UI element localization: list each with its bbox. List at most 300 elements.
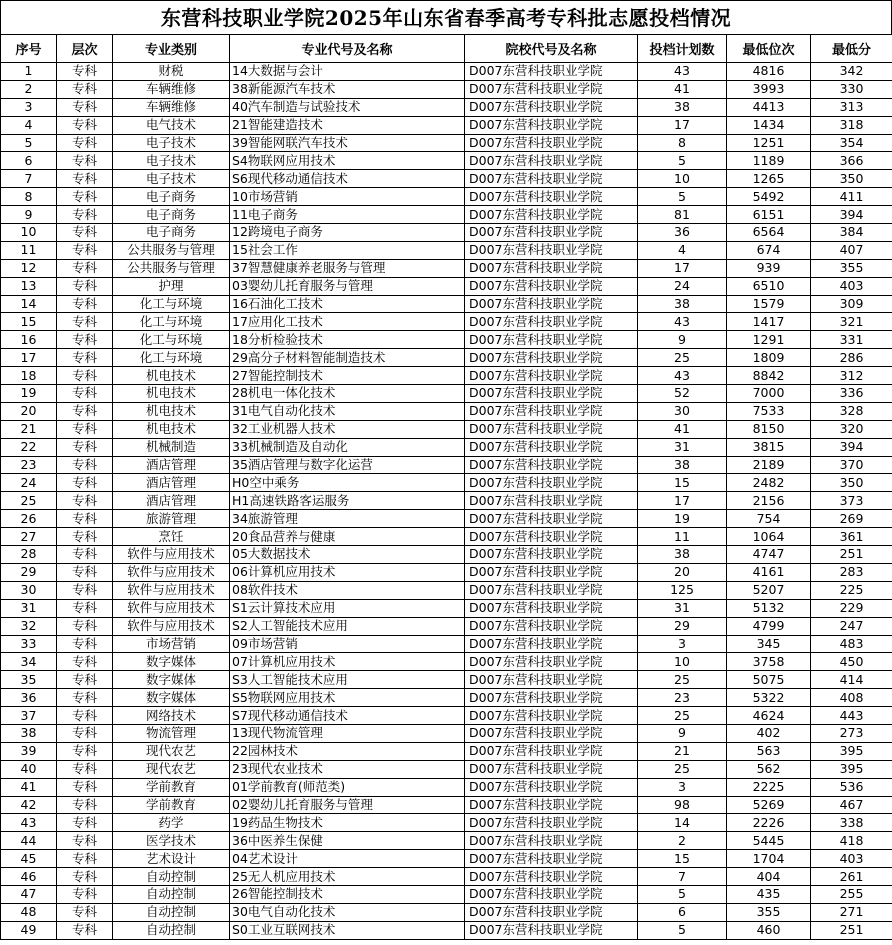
cell-category: 艺术设计 [113,850,230,868]
cell-school: D007东营科技职业学院 [465,510,638,528]
cell-level: 专科 [57,241,113,259]
cell-category: 数字媒体 [113,689,230,707]
cell-plan: 9 [638,331,727,349]
table-row [1,921,892,939]
cell-index: 7 [1,170,57,188]
cell-min-rank: 355 [727,903,811,921]
cell-plan: 3 [638,778,727,796]
cell-index: 4 [1,116,57,134]
cell-min-score: 370 [811,456,892,474]
table-row [1,277,892,295]
cell-min-rank: 939 [727,259,811,277]
cell-plan: 41 [638,80,727,98]
cell-min-score: 251 [811,546,892,564]
cell-min-score: 411 [811,188,892,206]
cell-category: 机电技术 [113,420,230,438]
cell-level: 专科 [57,528,113,546]
cell-min-score: 394 [811,438,892,456]
cell-min-rank: 5269 [727,796,811,814]
cell-school: D007东营科技职业学院 [465,921,638,939]
cell-plan: 20 [638,563,727,581]
cell-school: D007东营科技职业学院 [465,885,638,903]
cell-plan: 5 [638,921,727,939]
cell-level: 专科 [57,581,113,599]
cell-min-score: 403 [811,850,892,868]
cell-index: 22 [1,438,57,456]
cell-index: 24 [1,474,57,492]
cell-min-rank: 1189 [727,152,811,170]
column-header: 序号 [1,35,57,63]
cell-level: 专科 [57,653,113,671]
cell-min-rank: 1291 [727,331,811,349]
column-header: 专业类别 [113,35,230,63]
cell-category: 现代农艺 [113,760,230,778]
cell-min-rank: 4799 [727,617,811,635]
table-row [1,349,892,367]
cell-min-rank: 7533 [727,402,811,420]
cell-major: 02婴幼儿托育服务与管理 [230,796,465,814]
cell-level: 专科 [57,724,113,742]
cell-plan: 43 [638,313,727,331]
cell-major: 14大数据与会计 [230,63,465,81]
cell-level: 专科 [57,778,113,796]
cell-plan: 25 [638,349,727,367]
cell-major: 19药品生物技术 [230,814,465,832]
cell-plan: 5 [638,188,727,206]
cell-min-rank: 1704 [727,850,811,868]
cell-level: 专科 [57,903,113,921]
cell-min-score: 395 [811,742,892,760]
cell-major: 40汽车制造与试验技术 [230,98,465,116]
cell-major: 25无人机应用技术 [230,868,465,886]
cell-major: S0工业互联网技术 [230,921,465,939]
cell-min-score: 418 [811,832,892,850]
cell-school: D007东营科技职业学院 [465,170,638,188]
cell-index: 32 [1,617,57,635]
cell-school: D007东营科技职业学院 [465,492,638,510]
table-row [1,635,892,653]
header-row [1,35,892,63]
cell-min-rank: 1434 [727,116,811,134]
table-row [1,438,892,456]
table-row [1,402,892,420]
cell-plan: 17 [638,259,727,277]
cell-major: 34旅游管理 [230,510,465,528]
table-row [1,188,892,206]
cell-index: 19 [1,385,57,403]
cell-category: 电子商务 [113,188,230,206]
table-row [1,63,892,81]
cell-plan: 43 [638,367,727,385]
cell-plan: 14 [638,814,727,832]
cell-plan: 25 [638,707,727,725]
cell-category: 自动控制 [113,885,230,903]
cell-index: 44 [1,832,57,850]
cell-index: 47 [1,885,57,903]
cell-level: 专科 [57,224,113,242]
cell-major: 16石油化工技术 [230,295,465,313]
cell-index: 37 [1,707,57,725]
cell-plan: 11 [638,528,727,546]
cell-category: 软件与应用技术 [113,563,230,581]
cell-major: S3人工智能技术应用 [230,671,465,689]
cell-school: D007东营科技职业学院 [465,850,638,868]
table-row [1,331,892,349]
cell-index: 26 [1,510,57,528]
cell-level: 专科 [57,546,113,564]
cell-min-rank: 8150 [727,420,811,438]
cell-min-rank: 4816 [727,63,811,81]
cell-level: 专科 [57,742,113,760]
cell-index: 27 [1,528,57,546]
cell-major: 26智能控制技术 [230,885,465,903]
cell-index: 14 [1,295,57,313]
cell-major: 27智能控制技术 [230,367,465,385]
cell-category: 化工与环境 [113,295,230,313]
cell-major: 31电气自动化技术 [230,402,465,420]
cell-min-rank: 1579 [727,295,811,313]
cell-school: D007东营科技职业学院 [465,116,638,134]
table-row [1,689,892,707]
cell-index: 35 [1,671,57,689]
cell-plan: 17 [638,116,727,134]
cell-category: 软件与应用技术 [113,617,230,635]
cell-school: D007东营科技职业学院 [465,581,638,599]
cell-index: 11 [1,241,57,259]
table-row [1,724,892,742]
cell-school: D007东营科技职业学院 [465,206,638,224]
cell-min-rank: 4624 [727,707,811,725]
cell-min-score: 331 [811,331,892,349]
cell-school: D007东营科技职业学院 [465,724,638,742]
cell-category: 化工与环境 [113,313,230,331]
cell-min-score: 395 [811,760,892,778]
cell-plan: 10 [638,653,727,671]
cell-plan: 25 [638,671,727,689]
cell-plan: 41 [638,420,727,438]
cell-min-score: 312 [811,367,892,385]
cell-school: D007东营科技职业学院 [465,349,638,367]
cell-major: 21智能建造技术 [230,116,465,134]
cell-index: 43 [1,814,57,832]
cell-school: D007东营科技职业学院 [465,814,638,832]
cell-school: D007东营科技职业学院 [465,331,638,349]
cell-plan: 9 [638,724,727,742]
table-row [1,98,892,116]
table-row [1,760,892,778]
cell-min-score: 467 [811,796,892,814]
table-row [1,224,892,242]
cell-index: 5 [1,134,57,152]
cell-index: 1 [1,63,57,81]
cell-major: 11电子商务 [230,206,465,224]
cell-level: 专科 [57,814,113,832]
cell-index: 41 [1,778,57,796]
table-row [1,492,892,510]
cell-min-rank: 6510 [727,277,811,295]
cell-plan: 7 [638,868,727,886]
cell-major: 32工业机器人技术 [230,420,465,438]
page-title: 东营科技职业学院2025年山东省春季高考专科批志愿投档情况 [0,0,892,34]
cell-min-rank: 2226 [727,814,811,832]
cell-major: 17应用化工技术 [230,313,465,331]
cell-major: S1云计算技术应用 [230,599,465,617]
cell-plan: 38 [638,456,727,474]
cell-level: 专科 [57,277,113,295]
cell-level: 专科 [57,850,113,868]
cell-min-rank: 562 [727,760,811,778]
cell-min-score: 366 [811,152,892,170]
cell-level: 专科 [57,80,113,98]
cell-level: 专科 [57,206,113,224]
cell-major: 06计算机应用技术 [230,563,465,581]
cell-category: 学前教育 [113,778,230,796]
cell-index: 39 [1,742,57,760]
cell-school: D007东营科技职业学院 [465,241,638,259]
cell-school: D007东营科技职业学院 [465,635,638,653]
cell-min-score: 309 [811,295,892,313]
cell-min-rank: 3758 [727,653,811,671]
table-row [1,599,892,617]
cell-category: 电子商务 [113,224,230,242]
cell-min-rank: 6151 [727,206,811,224]
table-row [1,295,892,313]
cell-min-score: 338 [811,814,892,832]
cell-min-score: 271 [811,903,892,921]
cell-level: 专科 [57,563,113,581]
cell-plan: 31 [638,599,727,617]
cell-category: 物流管理 [113,724,230,742]
table-row [1,617,892,635]
cell-min-rank: 435 [727,885,811,903]
cell-index: 8 [1,188,57,206]
cell-min-rank: 674 [727,241,811,259]
table-row [1,671,892,689]
cell-category: 软件与应用技术 [113,581,230,599]
cell-category: 电气技术 [113,116,230,134]
table-row [1,546,892,564]
cell-min-score: 318 [811,116,892,134]
cell-min-score: 286 [811,349,892,367]
table-row [1,456,892,474]
cell-school: D007东营科技职业学院 [465,903,638,921]
cell-min-rank: 5207 [727,581,811,599]
cell-school: D007东营科技职业学院 [465,259,638,277]
cell-min-rank: 8842 [727,367,811,385]
cell-level: 专科 [57,689,113,707]
column-header: 专业代号及名称 [230,35,465,63]
cell-level: 专科 [57,116,113,134]
table-row [1,116,892,134]
cell-level: 专科 [57,796,113,814]
cell-major: 38新能源汽车技术 [230,80,465,98]
table-row [1,868,892,886]
cell-category: 酒店管理 [113,474,230,492]
cell-level: 专科 [57,295,113,313]
cell-school: D007东营科技职业学院 [465,868,638,886]
cell-min-score: 273 [811,724,892,742]
cell-school: D007东营科技职业学院 [465,456,638,474]
cell-plan: 81 [638,206,727,224]
cell-index: 34 [1,653,57,671]
cell-min-score: 251 [811,921,892,939]
cell-level: 专科 [57,599,113,617]
cell-level: 专科 [57,635,113,653]
cell-plan: 38 [638,98,727,116]
admission-table [0,34,892,940]
cell-school: D007东营科技职业学院 [465,277,638,295]
column-header: 投档计划数 [638,35,727,63]
cell-category: 财税 [113,63,230,81]
cell-min-score: 536 [811,778,892,796]
cell-plan: 2 [638,832,727,850]
table-row [1,313,892,331]
cell-category: 网络技术 [113,707,230,725]
cell-plan: 10 [638,170,727,188]
table-row [1,563,892,581]
table-row [1,796,892,814]
cell-category: 车辆维修 [113,80,230,98]
table-row [1,778,892,796]
cell-plan: 24 [638,277,727,295]
cell-category: 机电技术 [113,402,230,420]
cell-major: 01学前教育(师范类) [230,778,465,796]
cell-level: 专科 [57,474,113,492]
cell-min-score: 350 [811,474,892,492]
cell-major: 10市场营销 [230,188,465,206]
cell-index: 38 [1,724,57,742]
cell-level: 专科 [57,868,113,886]
cell-index: 16 [1,331,57,349]
cell-min-score: 283 [811,563,892,581]
cell-category: 学前教育 [113,796,230,814]
cell-min-rank: 5075 [727,671,811,689]
cell-min-score: 229 [811,599,892,617]
cell-min-score: 354 [811,134,892,152]
cell-index: 25 [1,492,57,510]
cell-index: 2 [1,80,57,98]
cell-school: D007东营科技职业学院 [465,671,638,689]
cell-plan: 36 [638,224,727,242]
cell-min-score: 330 [811,80,892,98]
cell-min-rank: 4161 [727,563,811,581]
cell-category: 电子技术 [113,152,230,170]
cell-level: 专科 [57,170,113,188]
cell-level: 专科 [57,885,113,903]
cell-school: D007东营科技职业学院 [465,98,638,116]
cell-level: 专科 [57,617,113,635]
cell-index: 9 [1,206,57,224]
cell-plan: 21 [638,742,727,760]
cell-school: D007东营科技职业学院 [465,707,638,725]
cell-category: 软件与应用技术 [113,546,230,564]
cell-plan: 5 [638,152,727,170]
cell-plan: 3 [638,635,727,653]
cell-index: 28 [1,546,57,564]
cell-level: 专科 [57,707,113,725]
cell-school: D007东营科技职业学院 [465,385,638,403]
cell-index: 17 [1,349,57,367]
cell-min-score: 414 [811,671,892,689]
cell-index: 31 [1,599,57,617]
cell-index: 45 [1,850,57,868]
table-row [1,474,892,492]
cell-min-score: 361 [811,528,892,546]
cell-level: 专科 [57,492,113,510]
cell-min-score: 247 [811,617,892,635]
table-row [1,385,892,403]
column-header: 层次 [57,35,113,63]
cell-school: D007东营科技职业学院 [465,689,638,707]
cell-min-score: 328 [811,402,892,420]
cell-min-score: 336 [811,385,892,403]
cell-major: 37智慧健康养老服务与管理 [230,259,465,277]
cell-category: 软件与应用技术 [113,599,230,617]
cell-school: D007东营科技职业学院 [465,796,638,814]
cell-level: 专科 [57,921,113,939]
cell-major: 05大数据技术 [230,546,465,564]
cell-major: 08软件技术 [230,581,465,599]
cell-major: 35酒店管理与数字化运营 [230,456,465,474]
cell-index: 23 [1,456,57,474]
cell-level: 专科 [57,438,113,456]
cell-category: 烹饪 [113,528,230,546]
table-row [1,707,892,725]
cell-plan: 38 [638,295,727,313]
cell-school: D007东营科技职业学院 [465,188,638,206]
cell-major: 23现代农业技术 [230,760,465,778]
cell-min-rank: 460 [727,921,811,939]
cell-min-score: 384 [811,224,892,242]
cell-level: 专科 [57,456,113,474]
cell-level: 专科 [57,98,113,116]
column-header: 最低分 [811,35,892,63]
table-row [1,814,892,832]
table-row [1,850,892,868]
cell-min-score: 342 [811,63,892,81]
cell-index: 42 [1,796,57,814]
table-row [1,581,892,599]
column-header: 最低位次 [727,35,811,63]
cell-plan: 6 [638,903,727,921]
cell-category: 市场营销 [113,635,230,653]
cell-min-rank: 1265 [727,170,811,188]
cell-index: 33 [1,635,57,653]
cell-index: 15 [1,313,57,331]
cell-category: 护理 [113,277,230,295]
cell-plan: 43 [638,63,727,81]
cell-major: S5物联网应用技术 [230,689,465,707]
cell-category: 电子技术 [113,134,230,152]
cell-major: S4物联网应用技术 [230,152,465,170]
cell-major: 29高分子材料智能制造技术 [230,349,465,367]
table-row [1,653,892,671]
cell-index: 29 [1,563,57,581]
cell-major: 07计算机应用技术 [230,653,465,671]
cell-school: D007东营科技职业学院 [465,528,638,546]
cell-min-rank: 1417 [727,313,811,331]
cell-school: D007东营科技职业学院 [465,367,638,385]
cell-plan: 4 [638,241,727,259]
cell-major: S6现代移动通信技术 [230,170,465,188]
cell-min-score: 355 [811,259,892,277]
cell-index: 13 [1,277,57,295]
cell-major: S7现代移动通信技术 [230,707,465,725]
cell-category: 公共服务与管理 [113,241,230,259]
cell-min-score: 313 [811,98,892,116]
cell-min-score: 407 [811,241,892,259]
cell-category: 自动控制 [113,921,230,939]
